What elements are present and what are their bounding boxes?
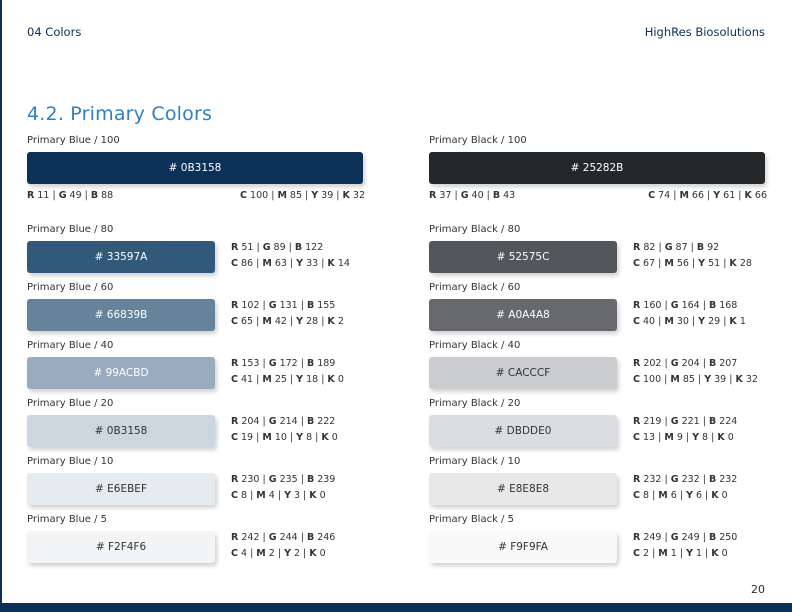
swatch-label: Primary Blue / 40 bbox=[27, 340, 114, 351]
hex-value: # 33597A bbox=[94, 251, 148, 263]
swatch-label: Primary Black / 10 bbox=[429, 456, 521, 467]
hex-value: # 66839B bbox=[94, 309, 148, 321]
color-card-black-80 bbox=[429, 223, 767, 281]
swatch-label: Primary Blue / 80 bbox=[27, 224, 114, 235]
swatch-label: Primary Blue / 20 bbox=[27, 398, 114, 409]
color-card-black-20 bbox=[429, 397, 767, 455]
swatch-label: Primary Blue / 100 bbox=[27, 135, 120, 146]
color-swatch bbox=[27, 357, 215, 389]
page-title: 4.2. Primary Colors bbox=[27, 103, 213, 125]
rgb-values: R 153 | G 172 | B 189 bbox=[231, 358, 336, 369]
swatch-label: Primary Blue / 5 bbox=[27, 514, 108, 525]
color-swatch bbox=[27, 299, 215, 331]
color-card-blue-5 bbox=[27, 513, 365, 571]
color-swatch bbox=[27, 531, 215, 563]
color-card-blue-40 bbox=[27, 339, 365, 397]
company-name: HighRes Biosolutions bbox=[644, 25, 765, 39]
hex-value: # CACCCF bbox=[495, 367, 551, 379]
color-card-black-10 bbox=[429, 455, 767, 513]
hex-value: # E6EBEF bbox=[95, 483, 147, 495]
cmyk-values: C 8 | M 4 | Y 3 | K 0 bbox=[231, 490, 326, 501]
hex-value: # 0B3158 bbox=[168, 162, 222, 174]
color-card-black-5 bbox=[429, 513, 767, 571]
rgb-values: R 51 | G 89 | B 122 bbox=[231, 242, 324, 253]
cmyk-values: C 40 | M 30 | Y 29 | K 1 bbox=[633, 316, 746, 327]
section-label: 04 Colors bbox=[27, 25, 82, 39]
color-swatch bbox=[429, 299, 617, 331]
swatch-label: Primary Black / 80 bbox=[429, 224, 521, 235]
rgb-values: R 249 | G 249 | B 250 bbox=[633, 532, 738, 543]
rgb-values: R 37 | G 40 | B 43 bbox=[429, 190, 516, 201]
hex-value: # F9F9FA bbox=[498, 541, 548, 553]
hex-value: # 52575C bbox=[496, 251, 550, 263]
color-swatch bbox=[429, 473, 617, 505]
swatch-label: Primary Black / 100 bbox=[429, 135, 527, 146]
rgb-values: R 82 | G 87 | B 92 bbox=[633, 242, 720, 253]
color-card-blue-10 bbox=[27, 455, 365, 513]
page-number: 20 bbox=[751, 583, 765, 596]
cmyk-values: C 67 | M 56 | Y 51 | K 28 bbox=[633, 258, 752, 269]
color-card-blue-100 bbox=[27, 134, 365, 201]
color-card-black-40 bbox=[429, 339, 767, 397]
color-swatch bbox=[429, 152, 765, 184]
cmyk-values: C 8 | M 6 | Y 6 | K 0 bbox=[633, 490, 728, 501]
cmyk-values: C 13 | M 9 | Y 8 | K 0 bbox=[633, 432, 734, 443]
rgb-values: R 230 | G 235 | B 239 bbox=[231, 474, 336, 485]
color-swatch bbox=[27, 241, 215, 273]
color-swatch bbox=[429, 357, 617, 389]
cmyk-values: C 74 | M 66 | Y 61 | K 66 bbox=[648, 190, 767, 201]
rgb-values: R 11 | G 49 | B 88 bbox=[27, 190, 114, 201]
swatch-label: Primary Blue / 10 bbox=[27, 456, 114, 467]
cmyk-values: C 86 | M 63 | Y 33 | K 14 bbox=[231, 258, 350, 269]
hex-value: # DBDDE0 bbox=[494, 425, 552, 437]
color-swatch bbox=[27, 152, 363, 184]
swatch-label: Primary Black / 5 bbox=[429, 514, 514, 525]
color-card-blue-80 bbox=[27, 223, 365, 281]
hex-value: # A0A4A8 bbox=[496, 309, 550, 321]
color-card-black-60 bbox=[429, 281, 767, 339]
swatch-label: Primary Black / 20 bbox=[429, 398, 521, 409]
swatch-label: Primary Black / 60 bbox=[429, 282, 521, 293]
hex-value: # F2F4F6 bbox=[95, 541, 147, 553]
primary-black-column bbox=[429, 134, 767, 571]
cmyk-values: C 2 | M 1 | Y 1 | K 0 bbox=[633, 548, 728, 559]
footer-bar bbox=[0, 603, 792, 612]
color-swatch bbox=[27, 473, 215, 505]
cmyk-values: C 19 | M 10 | Y 8 | K 0 bbox=[231, 432, 338, 443]
cmyk-values: C 65 | M 42 | Y 28 | K 2 bbox=[231, 316, 344, 327]
hex-value: # E8E8E8 bbox=[496, 483, 550, 495]
hex-value: # 25282B bbox=[570, 162, 624, 174]
color-card-blue-60 bbox=[27, 281, 365, 339]
rgb-values: R 219 | G 221 | B 224 bbox=[633, 416, 738, 427]
color-swatch bbox=[429, 531, 617, 563]
cmyk-values: C 100 | M 85 | Y 39 | K 32 bbox=[240, 190, 365, 201]
swatch-label: Primary Blue / 60 bbox=[27, 282, 114, 293]
rgb-values: R 232 | G 232 | B 232 bbox=[633, 474, 738, 485]
rgb-values: R 204 | G 214 | B 222 bbox=[231, 416, 336, 427]
swatch-label: Primary Black / 40 bbox=[429, 340, 521, 351]
hex-value: # 0B3158 bbox=[94, 425, 148, 437]
cmyk-values: C 4 | M 2 | Y 2 | K 0 bbox=[231, 548, 326, 559]
color-swatch bbox=[27, 415, 215, 447]
color-swatch bbox=[429, 241, 617, 273]
left-edge-rule bbox=[0, 0, 2, 612]
rgb-values: R 242 | G 244 | B 246 bbox=[231, 532, 336, 543]
color-card-black-100 bbox=[429, 134, 767, 201]
cmyk-values: C 100 | M 85 | Y 39 | K 32 bbox=[633, 374, 758, 385]
cmyk-values: C 41 | M 25 | Y 18 | K 0 bbox=[231, 374, 344, 385]
color-card-blue-20 bbox=[27, 397, 365, 455]
hex-value: # 99ACBD bbox=[93, 367, 149, 379]
rgb-values: R 202 | G 204 | B 207 bbox=[633, 358, 738, 369]
primary-blue-column bbox=[27, 134, 365, 571]
color-swatch bbox=[429, 415, 617, 447]
rgb-values: R 160 | G 164 | B 168 bbox=[633, 300, 738, 311]
rgb-values: R 102 | G 131 | B 155 bbox=[231, 300, 336, 311]
